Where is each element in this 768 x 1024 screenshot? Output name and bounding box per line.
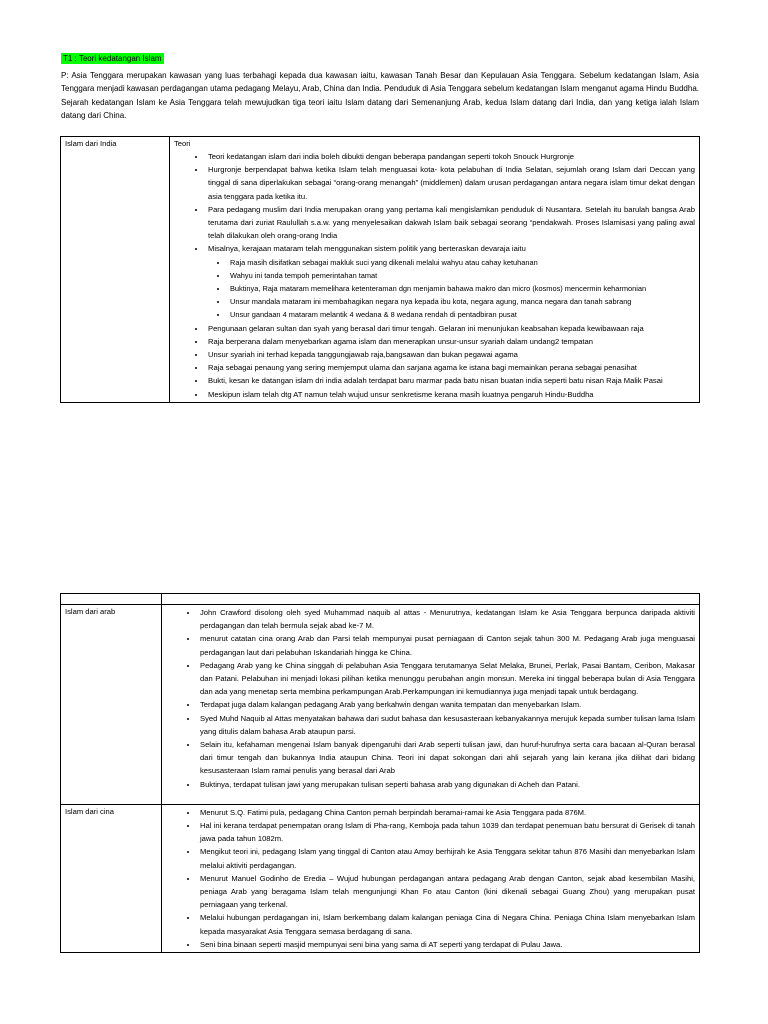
cell-spacer	[166, 791, 695, 803]
list-item: • Mengikut teori ini, pedagang Islam yang tinggal di Canton atau Amoy berhijrah ke Asia Tenggara sekitar tahun 876 Masihi dan menyebarkan Islam melalui aktiviti perdagangan.	[198, 845, 695, 871]
empty-header-row	[61, 594, 700, 605]
sublist-item: • Wahyu ini tanda tempoh pemerintahan tamat	[228, 269, 695, 282]
list-item: • Melalui hubungan perdagangan ini, Islam berkembang dalam kalangan peniaga Cina di Negara China. Peniaga China Islam menyebarkan Islam kepada masyarakat Asia Tenggara semasa berdagang di sana.	[198, 911, 695, 937]
theory-table-india	[60, 136, 700, 403]
list-item: • Hal ini kerana terdapat penempatan orang Islam di Pha-rang, Kemboja pada tahun 1039 dan terdapat penemuan batu bersurat di Gerisek di tanah jawa pada tahun 1082m.	[198, 819, 695, 845]
list-item: • Seni bina binaan seperti masjid mempunyai seni bina yang sama di AT seperti yang terdapat di Pulau Jawa.	[198, 938, 695, 951]
sublist	[208, 256, 695, 322]
theory-header: Teori	[174, 139, 191, 148]
empty-cell	[61, 594, 162, 605]
empty-cell	[162, 594, 700, 605]
section-title: T1 : Teori kedatangan Islam	[63, 54, 162, 63]
list-item: • Meskipun islam telah dtg AT namun telah wujud unsur senkretisme kerana masih kuatnya pengaruh Hindu-Buddha	[206, 388, 695, 401]
list-item: • Buktinya, terdapat tulisan jawi yang merupakan tulisan seperti bahasa arab yang digunakan di Acheh dan Patani.	[198, 778, 695, 791]
india-list	[174, 150, 695, 401]
list-item: • Menurut Manuel Godinho de Eredia – Wujud hubungan perdagangan antara pedagang Arab dengan Canton, sejak abad kesembilan Masihi, peniaga Arab yang beragama Islam telah mengunjungi Khan Fo atau Canton (kini dikenali sebagai Guang Zhou) yang merupakan pusat perniagaan yang terkenal.	[198, 872, 695, 912]
list-item: • Pedagang Arab yang ke China singgah di pelabuhan Asia Tenggara terutamanya Selat Melaka, Brunei, Perlak, Pasai Bantam, Ceribon, Makasar dan Patani. Pelabuhan ini menjadi lokasi pilihan ketika menunggu perubahan angin monsun. Mereka ini tinggal beberapa bulan di Asia Tenggara dan ada yang menetap serta membina perkampungan Arab.Perkampungan ini kemudiannya juga menjadi tapak untuk berdagang.	[198, 659, 695, 699]
list-item: • Teori kedatangan islam dari india boleh dibukti dengan beberapa pandangan seperti tokoh Snouck Hurgronje	[206, 150, 695, 163]
sublist-item: • Buktinya, Raja mataram memelihara ketenteraman dgn menjamin bahawa makro dan micro (kosmos) mencermin keharmonian	[228, 282, 695, 295]
list-item: • Para pedagang muslim dari India merupakan orang yang pertama kali mengislamkan penduduk di Nusantara. Setelah itu barulah bangsa Arab terutama dari zuriat Raulullah s.a.w. yang menyelesaikan dakwah Islam baik sebagai seorang “pendakwah. Proses Islamisasi yang paling awal telah dilakukan oleh orang-orang India	[206, 203, 695, 243]
list-item: • Bukti, kesan ke datangan islam dri india adalah terdapat baru marmar pada batu nisan buatan india seperti batu nisan Raja Malik Pasai	[206, 374, 695, 387]
list-item: • Menurut S.Q. Fatimi pula, pedagang China Canton pernah berpindah beramai-ramai ke Asia Tenggara pada 876M.	[198, 806, 695, 819]
sublist-item: • Unsur gandaan 4 mataram melantik 4 wedana & 8 wedana rendah di pentadbiran pusat	[228, 308, 695, 321]
list-item: • menurut catatan cina orang Arab dan Parsi telah mempunyai pusat perniagaan di Canton sejak tahun 300 M. Pedagang Arab juga menguasai perdagangan laut dari pelabuhan Iskandariah hingga ke China.	[198, 632, 695, 658]
table-row	[61, 804, 700, 952]
intro-paragraph: P: Asia Tenggara merupakan kawasan yang luas terbahagi kepada dua kawasan iaitu, kawasan Tanah Besar dan Kepulauan Asia Tenggara. Sebelum kedatangan Islam, Asia Tenggara menjadi kawasan perdagangan utama pedagang Melayu, Arab, China dan India. Penduduk di Asia Tenggara sebelum kedatangan Islam menganut agama Hindu Buddha. Sejarah kedatangan Islam ke Asia Tenggara telah mewujudkan tiga teori iaitu Islam datang dari Semenanjung Arab, kedua Islam datang dari India, dan yang ketiga ialah Islam datang dari China.	[61, 71, 699, 121]
list-item: • Terdapat juga dalam kalangan pedagang Arab yang berkahwin dengan wanita tempatan dan menyebarkan Islam.	[198, 698, 695, 711]
list-item: • Raja sebagai penaung yang sering memjemput ulama dan sarjana agama ke istana bagi memainkan perana sebagai penasihat	[206, 361, 695, 374]
list-item: • Raja berperana dalam menyebarkan agama islam dan menerapkan unsur-unsur syariah dalam undang2 tempatan	[206, 335, 695, 348]
cina-list	[166, 806, 695, 951]
list-item: • Syed Muhd Naquib al Attas menyatakan bahawa dari sudut bahasa dan kesusasteraan kebanyakannya merujuk kepada sumber tulisan lama Islam yang ditulis dalam bahasa Arab ataupun parsi.	[198, 712, 695, 738]
list-item: • John Crawford disolong oleh syed Muhammad naquib al attas - Menurutnya, kedatangan Islam ke Asia Tenggara berpunca daripada aktiviti perdagangan dan telah bermula sejak abad ke-7 M.	[198, 606, 695, 632]
theory-table-arab-cina	[60, 593, 700, 953]
theory-cell-arab	[162, 605, 700, 805]
theory-cell-cina	[162, 804, 700, 952]
table-row	[61, 605, 700, 805]
list-item: • Pengunaan gelaran sultan dan syah yang berasal dari timur tengah. Gelaran ini menunjukan keabsahan kepada kewibawaan raja	[206, 322, 695, 335]
theory-cell-india	[170, 137, 700, 403]
list-item	[206, 242, 695, 321]
list-item: • Unsur syariah ini terhad kepada tanggungjawab raja,bangsawan dan bukan pegawai agama	[206, 348, 695, 361]
list-item: • Hurgronje berpendapat bahwa ketika Islam telah menguasai kota- kota pelabuhan di India Selatan, sejumlah orang Islam dari Deccan yang tinggal di sana diperlakukan sebagai “orang-orang menangah” (middlemen) dalam urusan perdagangan antara negara islam timur dekat dengan asia tenggara pada ketika itu.	[206, 163, 695, 203]
list-item-text: Misalnya, kerajaan mataram telah menggunakan sistem politik yang berteraskan devaraja iaitu	[208, 244, 526, 254]
row-label-arab: Islam dari arab	[61, 605, 162, 805]
list-item: • Selain itu, kefahaman mengenai Islam banyak dipengaruhi dari Arab seperti tulisan jawi, dan huruf-hurufnya serta cara bacaan al-Quran berasal dari timur tengah dan bukannya India ataupun China. Teori ini dapat sokongan dari ahli sejarah yang lain kerana jika dilihat dari bidang kesusasteraan Islam ramai penulis yang berasal dari Arab	[198, 738, 695, 778]
sublist-item: • Raja masih disifatkan sebagai makluk suci yang dikenali melalui wahyu atau cahay ketuhanan	[228, 256, 695, 269]
sublist-item: • Unsur mandala mataram ini membahagikan negara nya kepada ibu kota, negara agung, manca negara dan tanah sabrang	[228, 295, 695, 308]
row-label-cina: Islam dari cina	[61, 804, 162, 952]
arab-list	[166, 606, 695, 791]
row-label-india: Islam dari India	[61, 137, 170, 403]
